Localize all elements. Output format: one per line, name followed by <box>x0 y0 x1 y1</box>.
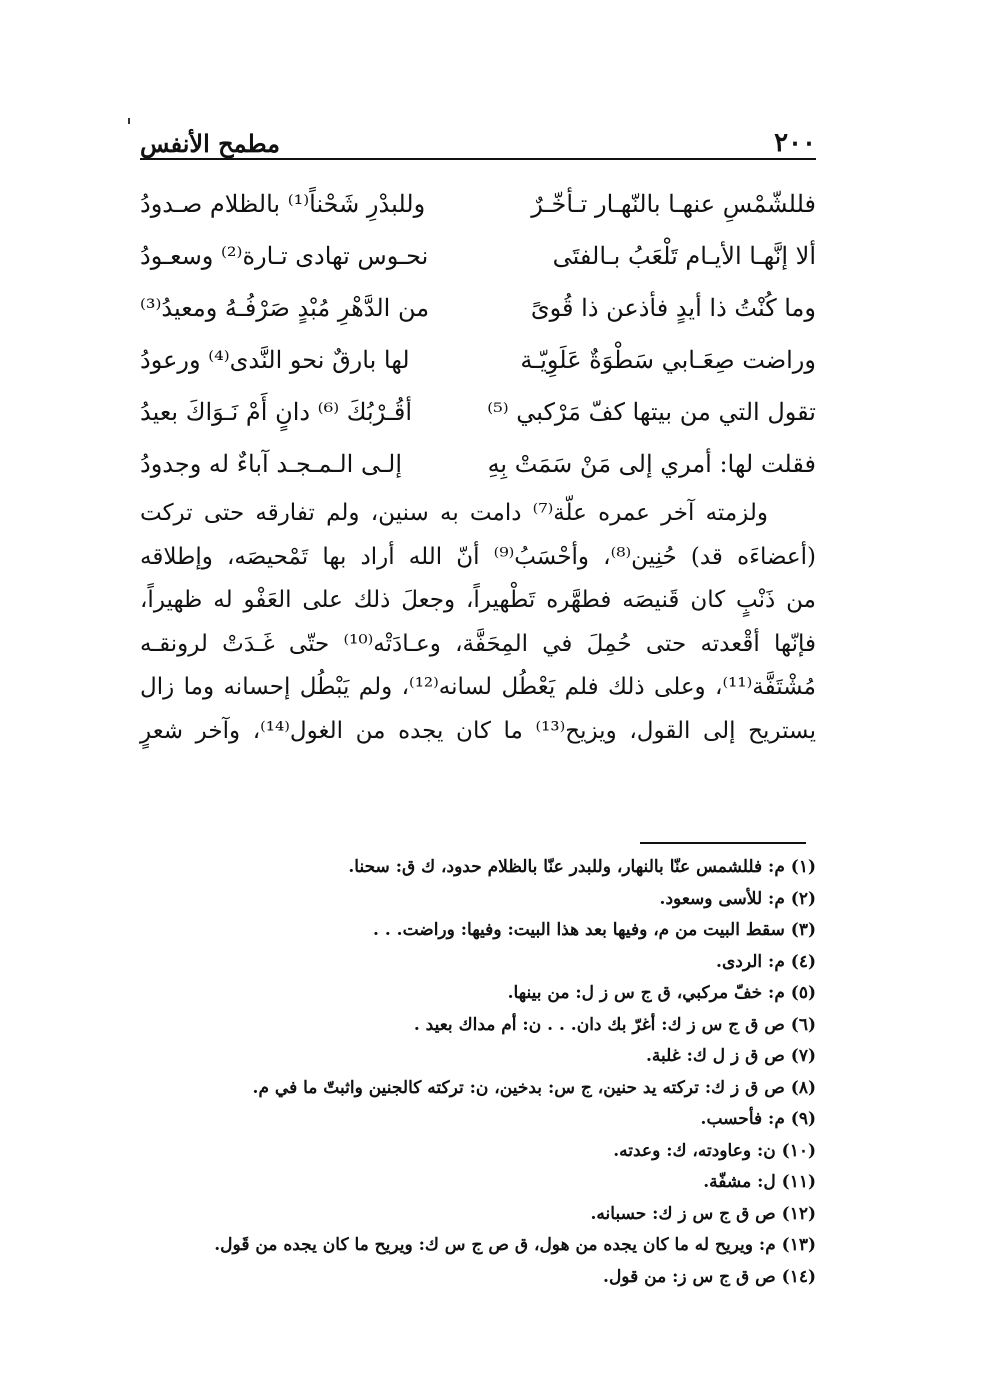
verse-second-hemistich: وللبدْرِ شَحْناً⁽¹⁾ بالظلام صـدودُ <box>140 190 426 218</box>
footnote: (٥) م: خفّ مركبي، ق ج س ز ل: من بينها. <box>507 983 816 1003</box>
verse <box>140 230 816 282</box>
prose-line: مُشْتَفَّة⁽¹¹⁾، وعلى ذلك فلم يَعْطُل لسانه⁽¹²⁾، ولم يَبْطُل إحسانه وما زال <box>140 674 816 700</box>
verse-second-hemistich: لها بارقٌ نحو النَّدى⁽⁴⁾ ورعودُ <box>140 346 410 374</box>
prose-line: ولزمته آخر عمره علّة⁽⁷⁾ دامت به سنين، ولم تفارقه حتى تركت <box>140 500 768 526</box>
footnote: (١١) ل: مشفّة. <box>703 1172 816 1192</box>
footnote: (٩) م: فأحسب. <box>700 1109 816 1129</box>
footnote: (١) م: فللشمس عنّا بالنهار، وللبدر عنّا بالظلام حدود، ك ق: سحنا. <box>348 857 816 877</box>
page-number: ٢٠٠ <box>774 128 816 158</box>
footnotes <box>150 852 816 1293</box>
verse-first-hemistich: تقول التي من بيتها كفّ مَرْكبي ⁽⁵⁾ <box>487 398 816 426</box>
verse-second-hemistich: نحـوس تهادى تـارة⁽²⁾ وسعـودُ <box>140 242 429 270</box>
running-title: مطمح الأنفس <box>140 129 281 158</box>
print-speck <box>128 118 130 124</box>
verse-first-hemistich: وما كُنْتُ ذا أيدٍ فأذعن ذا قُوىً <box>530 294 816 322</box>
prose-paragraph <box>140 492 816 753</box>
footnote: (٣) سقط البيت من م، وفيها بعد هذا البيت: وفيها: وراضت. . . <box>372 920 816 940</box>
footnote: (١٠) ن: وعاودته، ك: وعدته. <box>613 1140 816 1161</box>
footnote: (١٣) م: ويريح له ما كان يجده من هول، ق ص ج س ك: ويريح ما كان يجده من قَول. <box>214 1235 816 1255</box>
footnote: (٧) ص ق ز ل ك: غلبة. <box>645 1046 816 1066</box>
verse <box>140 178 816 230</box>
verse-second-hemistich: من الدَّهْرِ مُبْدٍ صَرْفُـهُ ومعيدُ⁽³⁾ <box>140 294 430 322</box>
verse-second-hemistich: إلـى الـمـجـد آباءٌ له وجدودُ <box>140 450 402 478</box>
prose-line: يستريح إلى القول، ويزيح⁽¹³⁾ ما كان يجده من الغول⁽¹⁴⁾، وآخر شعرٍ <box>140 717 816 744</box>
footnote: (٨) ص ق ز ك: تركته يد حنين، ج س: بدخين، ن: تركته كالجنين واثبتّ ما في م. <box>252 1077 816 1098</box>
prose-line: من ذَنْبٍ كان قَنيصَه فطهَّره تَطْهيراً، وجعلَ ذلك على العَفْو له ظهيراً، <box>140 587 816 613</box>
prose-line: (أعضاءَه قد) حُنِين⁽⁸⁾، وأحْسَبُ⁽⁹⁾ أنّ الله أراد بها تَمْحيصَه، وإطلاقه <box>140 543 816 570</box>
verse-first-hemistich: فقلت لها: أمري إلى مَنْ سَمَتْ بِهِ <box>487 450 816 478</box>
footnote: (٦) ص ق ج س ز ك: أغرّ بك دان. . . ن: أم مداك بعيد . <box>413 1014 816 1035</box>
header-rule <box>140 158 816 160</box>
verse <box>140 334 816 386</box>
poem <box>140 178 816 490</box>
footnote: (٢) م: للأسى وسعود. <box>659 888 816 909</box>
prose-line: فإنّها أقْعدته حتى حُمِلَ في المِحَفَّة، وعـادَتْه⁽¹⁰⁾ حتّى غَـدَتْ لرونقـه <box>140 630 816 657</box>
verse <box>140 282 816 334</box>
verse <box>140 386 816 438</box>
verse-first-hemistich: ألا إنَّهـا الأيـام تَلْعَبُ بـالفتَى <box>552 242 816 270</box>
footnote: (١٢) ص ق ج س ز ك: حسبانه. <box>590 1203 816 1224</box>
footnote: (١٤) ص ق ج س ز: من قول. <box>603 1266 816 1287</box>
verse-first-hemistich: وراضت صِعَـابي سَطْوَةٌ عَلَوِيّـة <box>520 346 816 374</box>
footnote: (٤) م: الردى. <box>716 951 816 972</box>
page-header <box>140 118 816 158</box>
verse-second-hemistich: أقُـرْبُكَ ⁽⁶⁾ دانٍ أَمْ نَـوَاكَ بعيدُ <box>140 398 413 426</box>
verse-first-hemistich: فللشّمْسِ عنهـا بالنّهـار تـأخّـرٌ <box>531 190 816 218</box>
verse <box>140 438 816 490</box>
footnote-rule <box>640 842 806 844</box>
